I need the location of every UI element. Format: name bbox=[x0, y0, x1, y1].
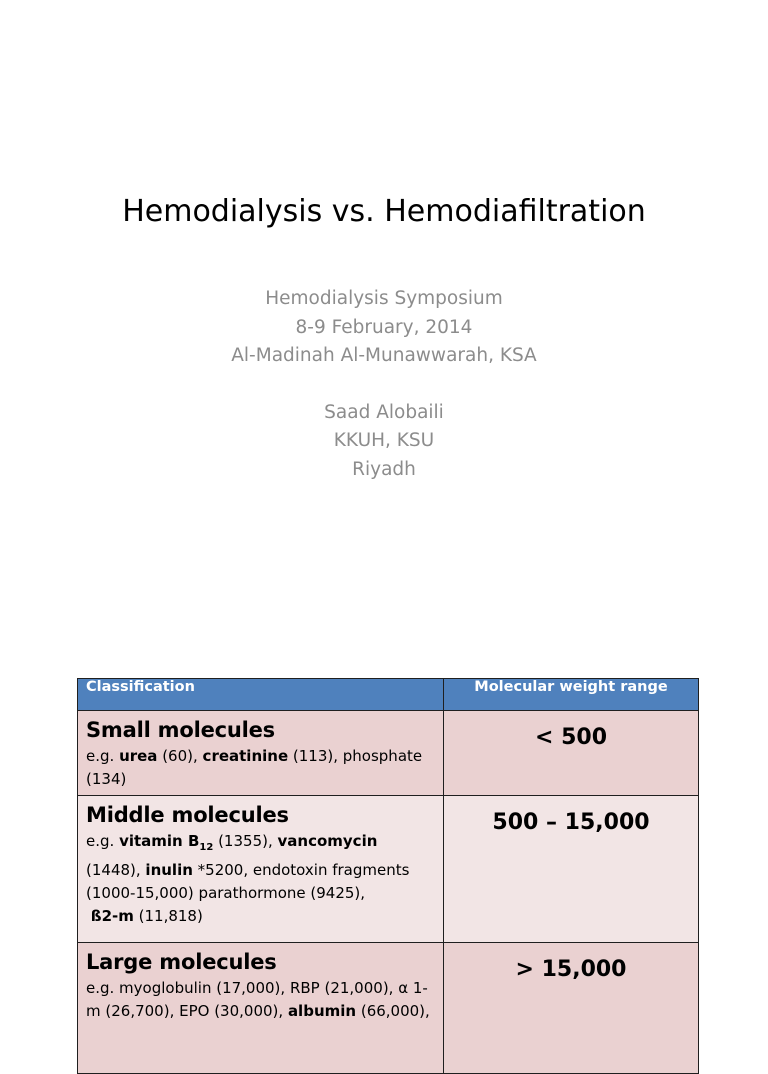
weight-range: > 15,000 bbox=[515, 957, 627, 982]
header-molecular-weight: Molecular weight range bbox=[444, 679, 699, 711]
slide-subtitle bbox=[0, 285, 768, 484]
table-row bbox=[78, 943, 699, 1074]
weight-range: < 500 bbox=[534, 725, 607, 750]
author-affiliation: KKUH, KSU bbox=[333, 430, 435, 451]
class-name: Large molecules bbox=[86, 950, 277, 974]
range-cell bbox=[444, 796, 699, 943]
event-date: 8-9 February, 2014 bbox=[295, 316, 473, 338]
table-row bbox=[78, 711, 699, 796]
range-cell bbox=[444, 943, 699, 1074]
classification-cell bbox=[78, 796, 444, 943]
molecule-classification-table bbox=[77, 678, 698, 1074]
classification-cell bbox=[78, 943, 444, 1074]
examples-text: e.g. myoglobulin (17,000), RBP (21,000), α 1-m (26,700), EPO (30,000), albumin (66,000), bbox=[86, 979, 430, 1020]
header-classification: Classification bbox=[78, 679, 444, 711]
range-cell bbox=[444, 711, 699, 796]
examples-text: e.g. urea (60), creatinine (113), phosphate (134) bbox=[86, 747, 423, 788]
author-city: Riyadh bbox=[352, 458, 416, 480]
event-name: Hemodialysis Symposium bbox=[265, 288, 503, 309]
table-row bbox=[78, 796, 699, 943]
classification-cell bbox=[78, 711, 444, 796]
class-name: Small molecules bbox=[86, 718, 275, 742]
author-name: Saad Alobaili bbox=[324, 401, 444, 423]
event-location: Al-Madinah Al-Munawwarah, KSA bbox=[231, 345, 537, 366]
examples-text: e.g. vitamin $B_{12}$ (1355), vancomycin (1448), inulin *5200, endotoxin fragments (1000-15,000) parathormone (9425), ß2-m (11,818) bbox=[86, 832, 410, 925]
class-name: Middle molecules bbox=[86, 803, 289, 827]
weight-range: 500 – 15,000 bbox=[492, 810, 650, 835]
slide-title: Hemodialysis vs. Hemodiafiltration bbox=[122, 194, 646, 229]
table-header-row bbox=[78, 679, 699, 711]
